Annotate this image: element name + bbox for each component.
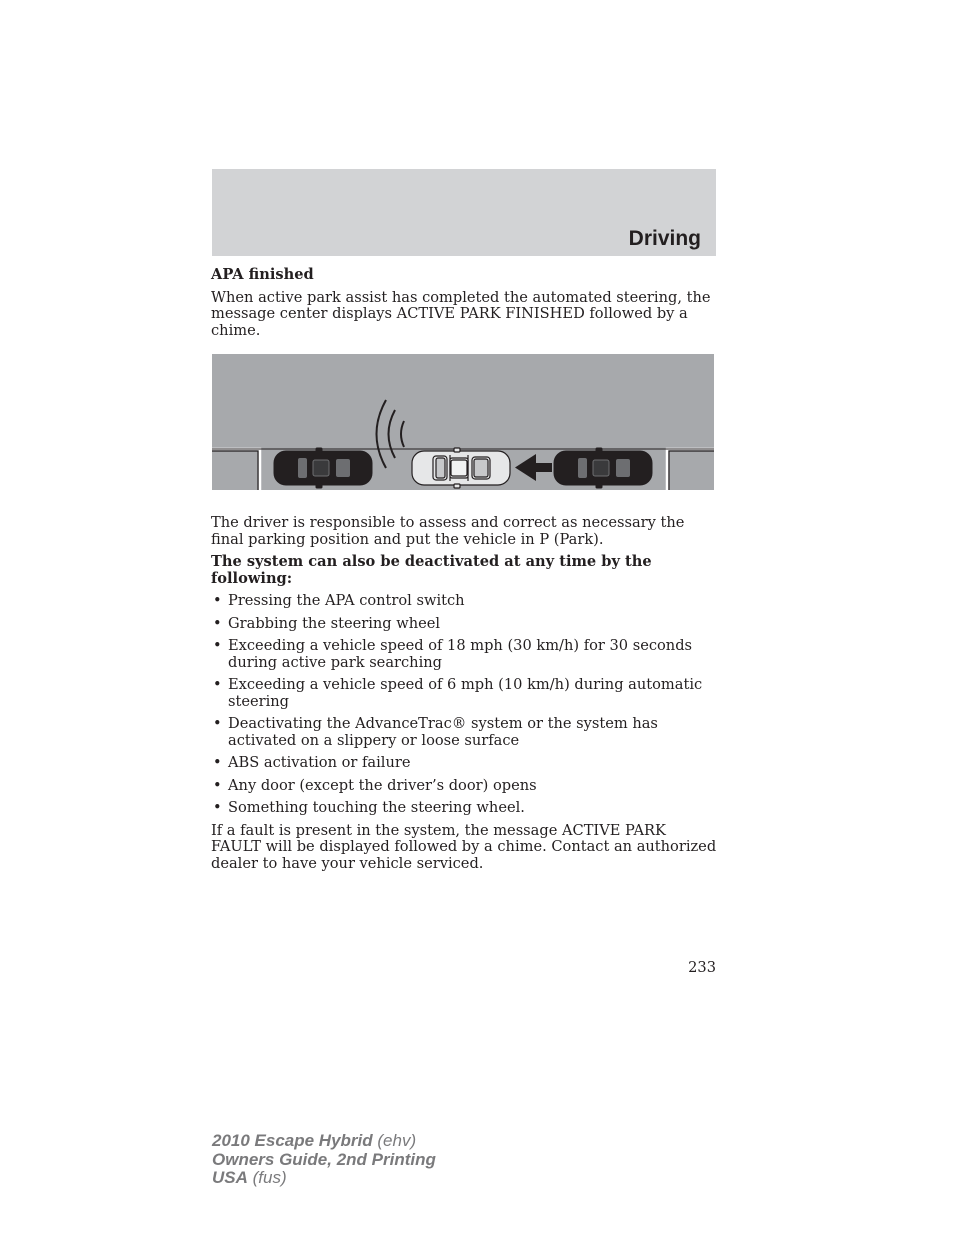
driver-note: The driver is responsible to assess and correct as necessary the final parking position and put the vehicle in P (Park). — [211, 514, 685, 548]
list-item: • Deactivating the AdvanceTrac® system or the system has activated on a slippery or loose surface — [213, 715, 658, 749]
section-header-band — [212, 169, 716, 256]
bullet-icon: • — [213, 715, 222, 732]
bullet-icon: • — [213, 799, 222, 816]
list-item: • Exceeding a vehicle speed of 6 mph (10 km/h) during automatic steering — [213, 676, 703, 710]
intro-paragraph: When active park assist has completed the automated steering, the message center displays ACTIVE PARK FINISHED followed by a chime. — [211, 288, 711, 339]
list-item: • Exceeding a vehicle speed of 18 mph (30 km/h) for 30 seconds during active park searching — [213, 637, 693, 671]
bullet-icon: • — [213, 637, 222, 654]
list-item: • ABS activation or failure — [213, 754, 411, 771]
fault-note: If a fault is present in the system, the message ACTIVE PARK FAULT will be displayed followed by a chime. Contact an authorized dealer to have your vehicle serviced. — [211, 821, 717, 872]
section-title: Driving — [628, 227, 701, 250]
deactivation-list — [211, 593, 717, 817]
page-content — [211, 267, 717, 872]
list-item: • Something touching the steering wheel. — [213, 799, 525, 816]
subheading: APA finished — [211, 266, 314, 283]
footer-line-3: USA (fus) — [212, 1168, 287, 1187]
bullet-icon: • — [213, 592, 222, 609]
list-item: • Any door (except the driver’s door) opens — [213, 776, 537, 794]
document-footer — [212, 1132, 436, 1188]
page-number: 233 — [688, 959, 716, 976]
footer-line-2: Owners Guide, 2nd Printing — [212, 1149, 436, 1169]
parking-diagram — [212, 354, 714, 490]
parked-car-rear — [274, 448, 372, 488]
deactivate-heading: The system can also be deactivated at any time by the following: — [211, 553, 652, 587]
list-item: • Grabbing the steering wheel — [213, 614, 441, 632]
footer-line-1: 2010 Escape Hybrid (ehv) — [212, 1131, 417, 1150]
list-item: • Pressing the APA control switch — [213, 592, 465, 609]
bullet-icon: • — [213, 776, 222, 794]
assisted-vehicle — [412, 448, 510, 488]
bullet-icon: • — [213, 614, 222, 632]
bullet-icon: • — [213, 676, 222, 693]
parking-figure — [212, 354, 714, 490]
bullet-icon: • — [213, 754, 222, 771]
parked-car-front — [554, 448, 652, 488]
